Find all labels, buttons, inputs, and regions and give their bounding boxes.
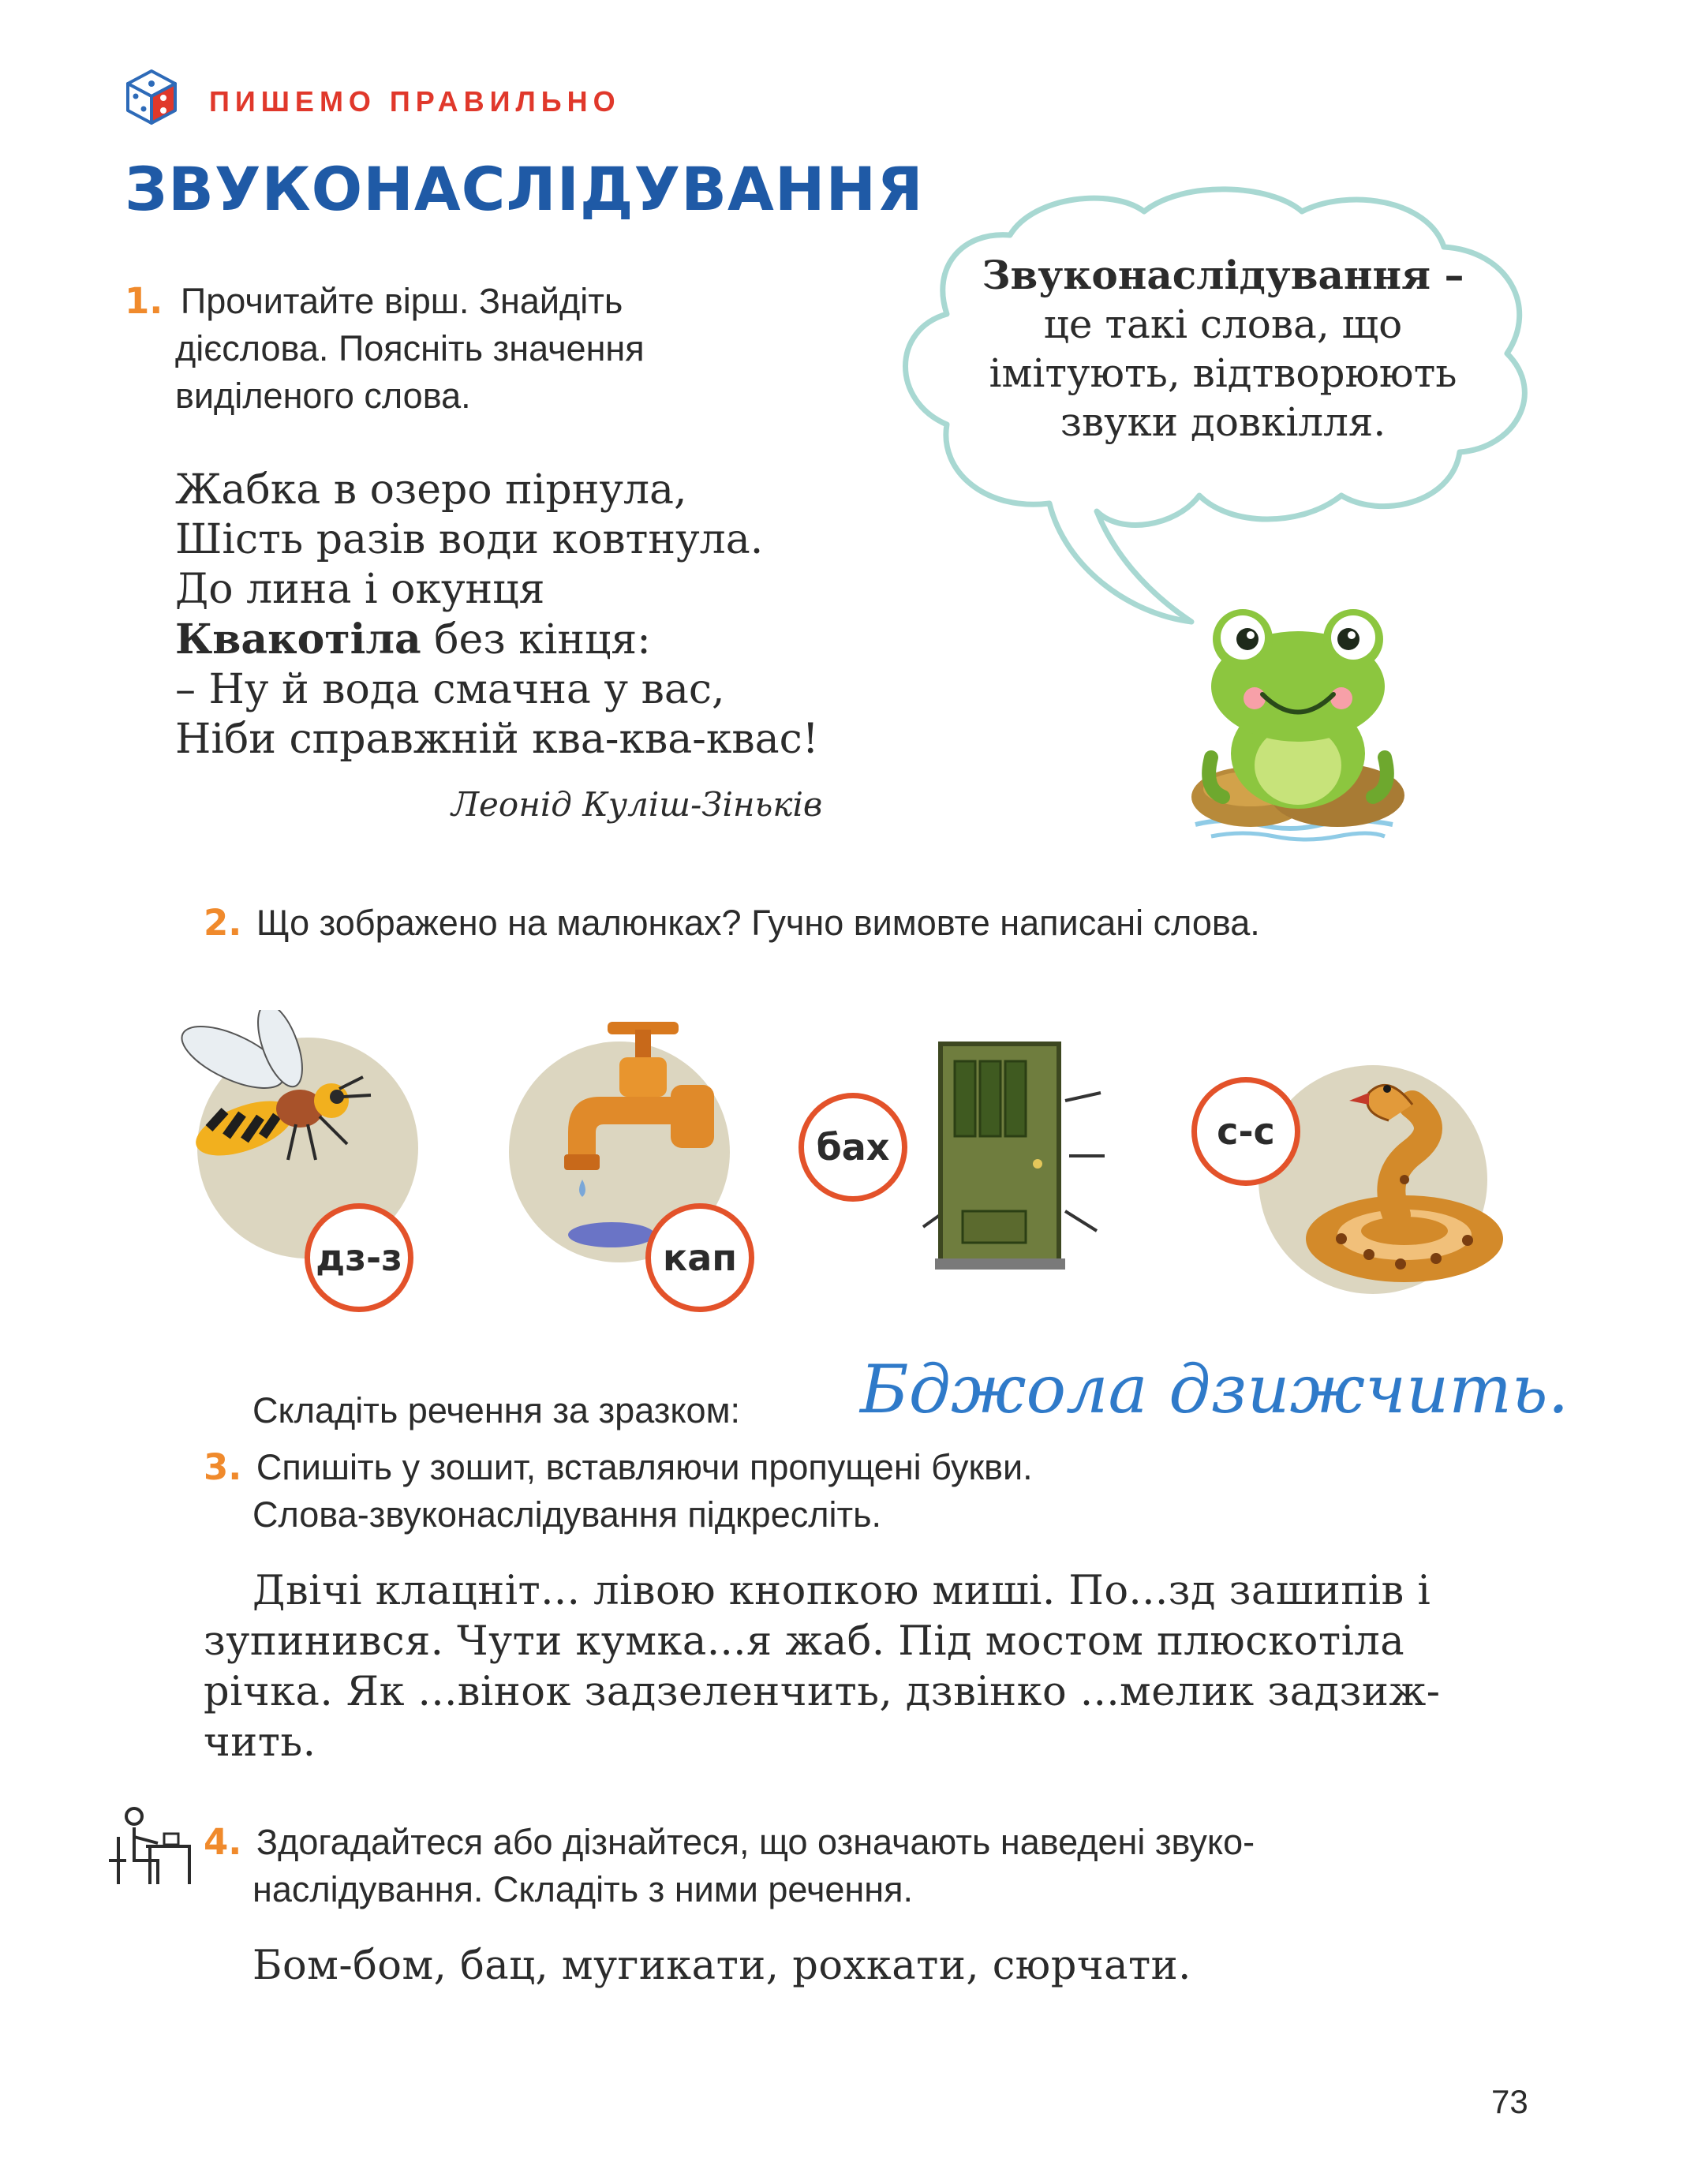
poem (175, 466, 819, 765)
poem-line: Квакотіла без кінця: (175, 615, 651, 664)
poem-author: Леонід Куліш-Зіньків (451, 785, 823, 824)
task3-number: 3. (204, 1446, 242, 1488)
task1-line: дієслова. Поясніть значення (175, 328, 645, 368)
page-title: ЗВУКОНАСЛІДУВАННЯ (125, 154, 924, 224)
exercise-line: чить. (204, 1719, 316, 1766)
task1-number: 1. (125, 280, 163, 322)
poem-line: – Ну й вода смачна у вас, (175, 666, 725, 713)
bee-icon (170, 1010, 383, 1168)
sample-script: Бджола дзижчить. (860, 1351, 1569, 1428)
definition-line: звуки довкілля. (1060, 399, 1386, 445)
poem-line: Жабка в озеро пірнула, (175, 466, 687, 514)
task3-line: Слова-звуконаслідування підкресліть. (252, 1494, 882, 1535)
frog-icon (1180, 600, 1416, 852)
sound-badge: бах (798, 1093, 907, 1202)
definition-text: Звуконаслідування – це такі слова, що імітують, відтворюють звуки довкілля. (955, 251, 1491, 447)
task3-line: Спишіть у зошит, вставляючи пропущені букви. (256, 1447, 1033, 1487)
task4-line: наслідування. Складіть з ними речення. (252, 1869, 913, 1909)
task1-instruction (125, 278, 623, 325)
poem-line: Шість разів води ковтнула. (175, 516, 764, 563)
exercise-line: Двічі клацніт... лівою кнопкою миші. По...зд зашипів і (252, 1568, 1431, 1614)
task2-text: Що зображено на малюнках? Гучно вимовте написані слова. (256, 903, 1260, 943)
task4-words: Бом-бом, бац, мугикати, рохкати, сюрчати. (252, 1943, 1191, 1989)
highlighted-word: Квакотіла (175, 615, 421, 664)
poem-line: До лина і окунця (175, 566, 545, 613)
task4-line: Здогадайтеся або дізнайтеся, що означають наведені звуко- (256, 1822, 1255, 1862)
task2-instruction (204, 899, 1260, 947)
definition-term: Звуконаслідування (982, 252, 1431, 298)
sound-badge: кап (645, 1203, 754, 1312)
page-number: 73 (1491, 2083, 1528, 2120)
task4-number: 4. (204, 1821, 242, 1863)
study-icon (103, 1805, 193, 1892)
sample-prompt: Складіть речення за зразком: (252, 1390, 741, 1430)
task4-instruction (204, 1819, 1255, 1866)
sound-badge: с-с (1191, 1077, 1300, 1186)
exercise-line: річка. Як ...вінок задзеленчить, дзвінко ...мелик задзиж- (204, 1669, 1441, 1715)
task2-number: 2. (204, 902, 242, 944)
definition-line: імітують, відтворюють (989, 350, 1457, 396)
exercise-line: зупинився. Чути кумка...я жаб. Під мостом плюскотіла (204, 1618, 1405, 1665)
definition-line: це такі слова, що (1043, 301, 1403, 347)
section-label: ПИШЕМО ПРАВИЛЬНО (209, 85, 621, 118)
dice-icon (125, 68, 178, 126)
poem-line: Ніби справжній ква-ква-квас! (175, 716, 819, 763)
door-icon (907, 1038, 1120, 1274)
task3-instruction (204, 1444, 1033, 1491)
sound-badge: дз-з (305, 1203, 413, 1312)
task1-line: Прочитайте вірш. Знайдіть (180, 281, 623, 321)
snake-icon (1294, 1057, 1515, 1294)
exercise-text (204, 1566, 1525, 1768)
task1-line: виділеного слова. (175, 376, 471, 416)
